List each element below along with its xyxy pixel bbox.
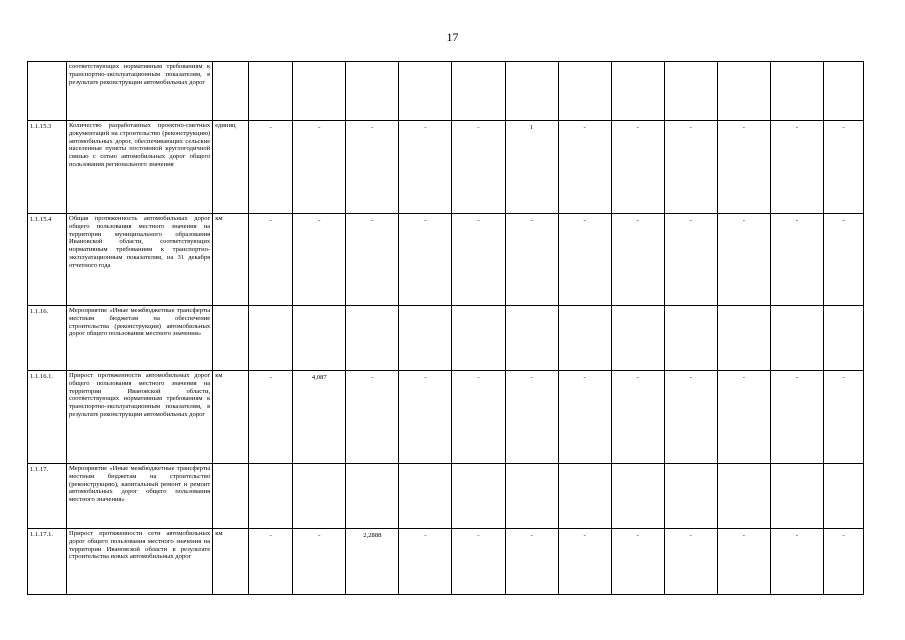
value-cell: [452, 464, 505, 529]
value-cell: [770, 464, 823, 529]
value-cell: -: [249, 214, 293, 306]
value-cell: [399, 62, 452, 121]
row-number: 1.1.15.4: [28, 214, 67, 306]
value-cell: [611, 62, 664, 121]
value-cell: [505, 306, 558, 371]
value-cell: [611, 306, 664, 371]
value-cell: -: [558, 529, 611, 595]
value-cell: [717, 464, 770, 529]
row-number: 1.1.16.1.: [28, 371, 67, 464]
value-cell: -: [770, 121, 823, 214]
value-cell: [664, 306, 717, 371]
value-cell: -: [293, 529, 346, 595]
value-cell: -: [664, 371, 717, 464]
value-cell: -: [249, 371, 293, 464]
value-cell: [770, 62, 823, 121]
value-cell: [293, 306, 346, 371]
value-cell: [293, 62, 346, 121]
value-cell: -: [399, 214, 452, 306]
value-cell: [346, 464, 399, 529]
unit-cell: км: [213, 371, 249, 464]
table-row: [28, 121, 864, 214]
value-cell: [505, 62, 558, 121]
value-cell: [717, 306, 770, 371]
table-row: [28, 306, 864, 371]
unit-cell: км: [213, 214, 249, 306]
table-row: [28, 464, 864, 529]
row-number: 1.1.17.: [28, 464, 67, 529]
value-cell: -: [611, 214, 664, 306]
indicator-description: Прирост протяженности сети автомобильных дорог общего пользования местного значения на территории Ивановской области в результате строительства новых автомобильных дорог: [67, 529, 213, 595]
value-cell: -: [611, 371, 664, 464]
value-cell: [823, 306, 863, 371]
value-cell: -: [717, 121, 770, 214]
value-cell: [249, 464, 293, 529]
table-row: [28, 214, 864, 306]
value-cell: -: [505, 529, 558, 595]
value-cell: -: [823, 214, 863, 306]
indicator-description: Общая протяженность автомобильных дорог общего пользования местного значения на территории муниципального образования Ивановской области, соответствующих нормативным требованиям к транспортно-эксплуатационным показателям, на 31 декабря отчетного года: [67, 214, 213, 306]
value-cell: [452, 62, 505, 121]
row-number: 1.1.17.1.: [28, 529, 67, 595]
row-number: 1.1.15.3: [28, 121, 67, 214]
value-cell: -: [558, 121, 611, 214]
value-cell: 2,2888: [346, 529, 399, 595]
value-cell: -: [452, 529, 505, 595]
value-cell: -: [293, 121, 346, 214]
value-cell: -: [770, 214, 823, 306]
value-cell: [249, 306, 293, 371]
value-cell: -: [558, 214, 611, 306]
value-cell: -: [770, 371, 823, 464]
page-number: 17: [446, 30, 459, 44]
value-cell: -: [611, 121, 664, 214]
value-cell: [249, 62, 293, 121]
value-cell: [558, 464, 611, 529]
value-cell: [293, 464, 346, 529]
value-cell: -: [452, 121, 505, 214]
indicator-description: Количество разработанных проектно-сметных документаций на строительство (реконструкцию) автомобильных дорог, обеспечивающих сельские населенные пункты постоянной круглогодичной связью с сетью автомобильных дорог общего пользования регионального значения: [67, 121, 213, 214]
value-cell: -: [717, 371, 770, 464]
indicator-description: соответствующих нормативным требованиям к транспортно-эксплуатационным показателям, в результате реконструкции автомобильных дорог: [67, 62, 213, 121]
table-row: [28, 529, 864, 595]
value-cell: [611, 464, 664, 529]
value-cell: -: [399, 529, 452, 595]
value-cell: [823, 62, 863, 121]
unit-cell: [213, 464, 249, 529]
value-cell: [717, 62, 770, 121]
value-cell: -: [558, 371, 611, 464]
value-cell: [399, 464, 452, 529]
value-cell: [664, 464, 717, 529]
value-cell: -: [823, 121, 863, 214]
value-cell: -: [664, 121, 717, 214]
value-cell: -: [452, 371, 505, 464]
value-cell: [823, 464, 863, 529]
value-cell: [770, 306, 823, 371]
value-cell: -: [505, 371, 558, 464]
value-cell: [399, 306, 452, 371]
unit-cell: [213, 62, 249, 121]
value-cell: -: [770, 529, 823, 595]
value-cell: -: [452, 214, 505, 306]
value-cell: -: [823, 529, 863, 595]
value-cell: [505, 464, 558, 529]
row-number: 1.1.16.: [28, 306, 67, 371]
indicator-description: Прирост протяженности автомобильных дорог общего пользования местного значения на территории Ивановской области, соответствующих нормативным требованиям к транспортно-эксплуатационным показателям, в результате реконструкции автомобильных дорог: [67, 371, 213, 464]
table-row: [28, 371, 864, 464]
unit-cell: км: [213, 529, 249, 595]
value-cell: -: [249, 529, 293, 595]
value-cell: -: [293, 214, 346, 306]
indicator-description: Мероприятие «Иные межбюджетные трансферты местным бюджетам на строительство (реконструкцию), капитальный ремонт и ремонт автомобильных дорог общего пользования местного значения»: [67, 464, 213, 529]
value-cell: -: [399, 371, 452, 464]
value-cell: -: [346, 371, 399, 464]
value-cell: [452, 306, 505, 371]
table-row: [28, 62, 864, 121]
value-cell: 4,087: [293, 371, 346, 464]
unit-cell: [213, 306, 249, 371]
row-number: [28, 62, 67, 121]
value-cell: [664, 62, 717, 121]
value-cell: [346, 62, 399, 121]
value-cell: -: [717, 214, 770, 306]
value-cell: -: [664, 529, 717, 595]
value-cell: -: [346, 121, 399, 214]
value-cell: -: [717, 529, 770, 595]
value-cell: -: [249, 121, 293, 214]
unit-cell: единиц: [213, 121, 249, 214]
value-cell: [558, 306, 611, 371]
value-cell: -: [823, 371, 863, 464]
value-cell: [346, 306, 399, 371]
value-cell: -: [505, 214, 558, 306]
indicator-description: Мероприятие «Иные межбюджетные трансферты местным бюджетам на обеспечение строительства (реконструкции) автомобильных дорог общего пользования местного значения»: [67, 306, 213, 371]
value-cell: [558, 62, 611, 121]
value-cell: 1: [505, 121, 558, 214]
value-cell: -: [346, 214, 399, 306]
value-cell: -: [611, 529, 664, 595]
value-cell: -: [664, 214, 717, 306]
value-cell: -: [399, 121, 452, 214]
indicators-table: [27, 61, 864, 595]
